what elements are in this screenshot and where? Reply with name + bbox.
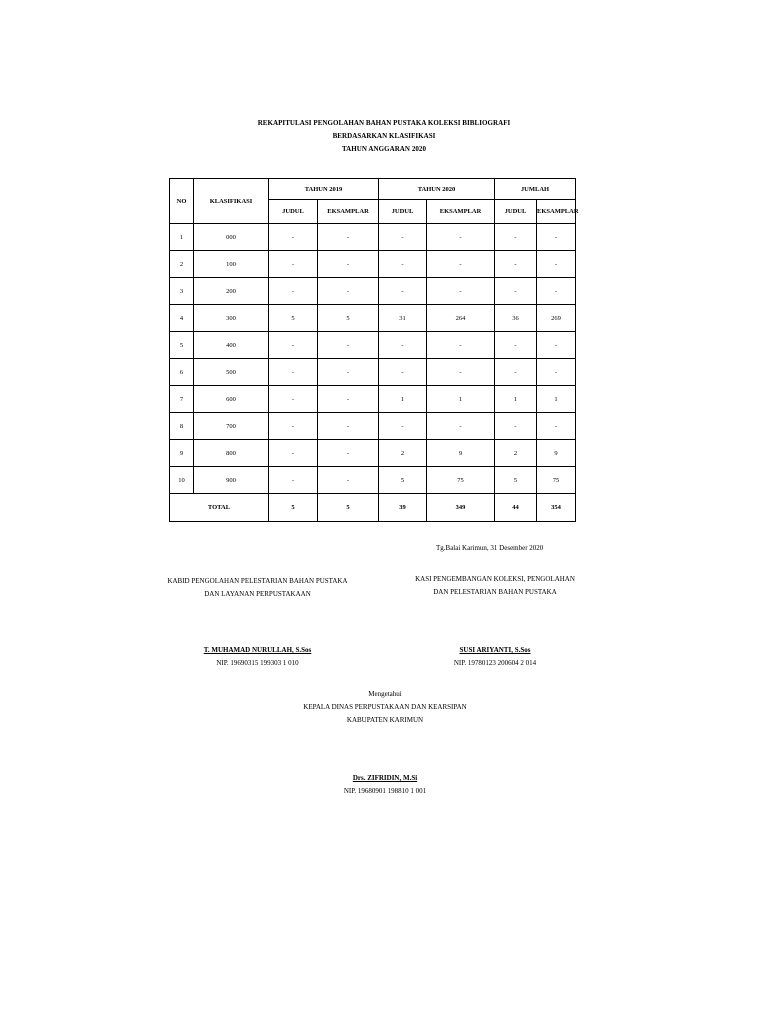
row-klasifikasi: 100 — [194, 251, 269, 278]
header-klasifikasi: KLASIFIKASI — [194, 179, 269, 224]
row-judul-2019: - — [269, 278, 318, 305]
row-eksamplar-2020: - — [427, 224, 495, 251]
row-no: 1 — [170, 224, 194, 251]
row-eksamplar-2019: - — [318, 224, 379, 251]
signatory-name: T. MUHAMAD NURULLAH, S.Sos — [203, 646, 312, 654]
row-no: 2 — [170, 251, 194, 278]
row-judul-2020: - — [379, 278, 427, 305]
row-judul-2019: - — [269, 359, 318, 386]
row-no: 5 — [170, 332, 194, 359]
signatory-left-role — [160, 575, 355, 601]
role-line: KABUPATEN KARIMUN — [346, 716, 424, 724]
row-judul-jumlah: 1 — [495, 386, 537, 413]
row-judul-2019: - — [269, 467, 318, 494]
row-eksamplar-jumlah: - — [537, 413, 576, 440]
row-judul-jumlah: - — [495, 224, 537, 251]
row-no: 10 — [170, 467, 194, 494]
total-eksamplar-jumlah: 354 — [537, 494, 576, 522]
row-eksamplar-jumlah: - — [537, 251, 576, 278]
total-judul-2019: 5 — [269, 494, 318, 522]
signatory-nip: NIP. 19690315 199303 1 010 — [216, 659, 299, 667]
title-line-2: BERDASARKAN KLASIFIKASI — [332, 132, 436, 140]
total-row — [170, 494, 576, 522]
role-line: KEPALA DINAS PERPUSTAKAAN DAN KEARSIPAN — [303, 703, 467, 711]
row-eksamplar-jumlah: - — [537, 359, 576, 386]
row-eksamplar-2019: - — [318, 251, 379, 278]
total-label: TOTAL — [170, 494, 269, 522]
row-judul-2019: - — [269, 224, 318, 251]
header-eksamplar-2019: EKSAMPLAR — [318, 200, 379, 224]
row-klasifikasi: 800 — [194, 440, 269, 467]
total-eksamplar-2019: 5 — [318, 494, 379, 522]
row-judul-2020: - — [379, 359, 427, 386]
row-no: 6 — [170, 359, 194, 386]
row-eksamplar-2019: - — [318, 413, 379, 440]
row-eksamplar-jumlah: 9 — [537, 440, 576, 467]
header-tahun-2019: TAHUN 2019 — [269, 179, 379, 200]
header-eksamplar-jumlah: EKSAMPLAR — [537, 200, 576, 224]
row-no: 9 — [170, 440, 194, 467]
row-klasifikasi: 700 — [194, 413, 269, 440]
role-line: DAN PELESTARIAN BAHAN PUSTAKA — [433, 588, 557, 596]
table-row — [170, 467, 576, 494]
row-eksamplar-2019: - — [318, 440, 379, 467]
table-row — [170, 251, 576, 278]
row-judul-jumlah: - — [495, 359, 537, 386]
header-tahun-2020: TAHUN 2020 — [379, 179, 495, 200]
table-row — [170, 440, 576, 467]
table-row — [170, 278, 576, 305]
row-eksamplar-2019: 5 — [318, 305, 379, 332]
row-eksamplar-jumlah: - — [537, 332, 576, 359]
role-line: Mengetahui — [368, 690, 402, 698]
row-judul-jumlah: 36 — [495, 305, 537, 332]
signatory-left — [160, 644, 355, 670]
row-eksamplar-2020: - — [427, 332, 495, 359]
header-judul-2019: JUDUL — [269, 200, 318, 224]
row-judul-2020: - — [379, 332, 427, 359]
role-line: KABID PENGOLAHAN PELESTARIAN BAHAN PUSTAKA — [167, 577, 348, 585]
role-line: KASI PENGEMBANGAN KOLEKSI, PENGOLAHAN — [415, 575, 575, 583]
signatory-center — [230, 772, 540, 798]
row-judul-2019: - — [269, 413, 318, 440]
row-klasifikasi: 400 — [194, 332, 269, 359]
row-eksamplar-2020: - — [427, 413, 495, 440]
row-judul-2020: - — [379, 251, 427, 278]
row-eksamplar-2020: 9 — [427, 440, 495, 467]
row-eksamplar-2019: - — [318, 386, 379, 413]
header-no: NO — [170, 179, 194, 224]
row-klasifikasi: 300 — [194, 305, 269, 332]
row-judul-2019: - — [269, 332, 318, 359]
row-judul-2020: 2 — [379, 440, 427, 467]
row-eksamplar-jumlah: 269 — [537, 305, 576, 332]
row-eksamplar-2020: - — [427, 359, 495, 386]
document-title — [0, 117, 768, 156]
total-judul-2020: 39 — [379, 494, 427, 522]
row-klasifikasi: 900 — [194, 467, 269, 494]
row-eksamplar-2020: - — [427, 251, 495, 278]
row-judul-2020: - — [379, 413, 427, 440]
row-judul-2020: 5 — [379, 467, 427, 494]
signatory-right — [380, 644, 610, 670]
signatory-name: Drs. ZIFRIDIN, M.Si — [352, 774, 418, 782]
row-judul-jumlah: - — [495, 332, 537, 359]
row-eksamplar-jumlah: 75 — [537, 467, 576, 494]
row-eksamplar-2019: - — [318, 359, 379, 386]
row-judul-2019: 5 — [269, 305, 318, 332]
role-line: DAN LAYANAN PERPUSTAKAAN — [204, 590, 311, 598]
row-no: 8 — [170, 413, 194, 440]
row-judul-2019: - — [269, 440, 318, 467]
header-judul-jumlah: JUDUL — [495, 200, 537, 224]
row-eksamplar-2019: - — [318, 332, 379, 359]
table-row — [170, 413, 576, 440]
row-judul-jumlah: - — [495, 278, 537, 305]
table-row — [170, 386, 576, 413]
row-klasifikasi: 200 — [194, 278, 269, 305]
header-eksamplar-2020: EKSAMPLAR — [427, 200, 495, 224]
table-row — [170, 224, 576, 251]
signatory-name: SUSI ARIYANTI, S.Sos — [459, 646, 531, 654]
row-klasifikasi: 000 — [194, 224, 269, 251]
total-judul-jumlah: 44 — [495, 494, 537, 522]
row-eksamplar-2020: 1 — [427, 386, 495, 413]
table-row — [170, 305, 576, 332]
place-date: Tg.Balai Karimun, 31 Desember 2020 — [436, 544, 544, 552]
title-line-3: TAHUN ANGGARAN 2020 — [341, 145, 427, 153]
row-eksamplar-2020: 264 — [427, 305, 495, 332]
row-judul-jumlah: - — [495, 251, 537, 278]
row-judul-2019: - — [269, 386, 318, 413]
row-judul-2020: 1 — [379, 386, 427, 413]
signatory-right-role — [380, 573, 610, 599]
row-judul-2020: 31 — [379, 305, 427, 332]
total-eksamplar-2020: 349 — [427, 494, 495, 522]
row-klasifikasi: 500 — [194, 359, 269, 386]
row-eksamplar-2020: - — [427, 278, 495, 305]
row-judul-2020: - — [379, 224, 427, 251]
row-eksamplar-2020: 75 — [427, 467, 495, 494]
row-no: 7 — [170, 386, 194, 413]
row-judul-jumlah: 5 — [495, 467, 537, 494]
row-judul-2019: - — [269, 251, 318, 278]
row-klasifikasi: 600 — [194, 386, 269, 413]
row-no: 4 — [170, 305, 194, 332]
row-judul-jumlah: - — [495, 413, 537, 440]
table-row — [170, 359, 576, 386]
row-eksamplar-2019: - — [318, 467, 379, 494]
row-no: 3 — [170, 278, 194, 305]
signatory-center-role — [230, 688, 540, 727]
row-eksamplar-jumlah: - — [537, 278, 576, 305]
row-judul-jumlah: 2 — [495, 440, 537, 467]
recap-table — [169, 178, 579, 522]
signatory-nip: NIP. 19680901 198810 1 001 — [343, 787, 427, 795]
header-jumlah: JUMLAH — [495, 179, 576, 200]
row-eksamplar-2019: - — [318, 278, 379, 305]
row-eksamplar-jumlah: - — [537, 224, 576, 251]
title-line-1: REKAPITULASI PENGOLAHAN BAHAN PUSTAKA KOLEKSI BIBLIOGRAFI — [257, 119, 511, 127]
row-eksamplar-jumlah: 1 — [537, 386, 576, 413]
header-judul-2020: JUDUL — [379, 200, 427, 224]
signatory-nip: NIP. 19780123 200604 2 014 — [453, 659, 537, 667]
table-row — [170, 332, 576, 359]
